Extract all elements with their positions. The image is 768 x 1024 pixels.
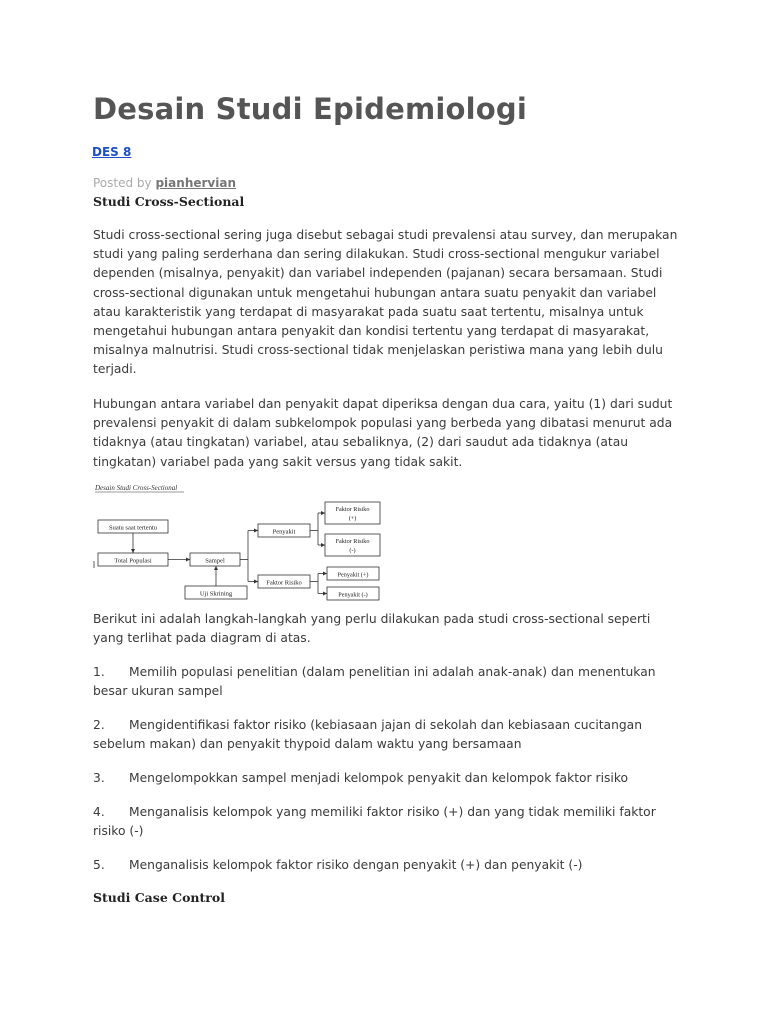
step-number: 1. [93,665,105,679]
step-text: Menganalisis kelompok faktor risiko dengan penyakit (+) dan penyakit (-) [129,858,583,872]
step-item [93,663,683,701]
diagram-caption: Desain Studi Cross-Sectional [95,484,178,492]
svg-text:Faktor Risiko: Faktor Risiko [266,579,302,587]
step-number: 4. [93,805,105,819]
step-text: Mengelompokkan sampel menjadi kelompok penyakit dan kelompok faktor risiko [129,771,629,785]
box-suatu-saat [98,520,168,533]
box-faktor-risiko [258,575,310,588]
svg-text:Penyakit (+): Penyakit (+) [337,571,369,579]
box-total-populasi [98,553,168,566]
post-title: Desain Studi Epidemiologi [93,92,528,126]
paragraph-intro: Studi cross-sectional sering juga disebut sebagai studi prevalensi atau survey, dan merupakan studi yang paling serderhana dan sering dilakukan. Studi cross-sectional mengukur variabel dependen (misalnya, penyakit) dan variabel independen (pajanan) secara bersamaan. Studi cross-sectional digunakan untuk mengetahui hubungan antara suatu penyakit dan variabel atau karakteristik yang terdapat di masyarakat pada suatu saat tertentu, misalnya untuk mengetahui hubungan antara penyakit dan kondisi tertentu yang terdapat di masyarakat, misalnya malnutrisi. Studi cross-sectional tidak menjelaskan peristiwa mana yang lebih dulu terjadi. [93,228,678,377]
svg-text:Faktor Risiko: Faktor Risiko [335,506,370,513]
svg-text:Total Populasi: Total Populasi [114,557,152,565]
box-faktor-risiko-plus [325,502,380,524]
cross-sectional-diagram [90,480,390,605]
svg-text:Suatu saat tertentu: Suatu saat tertentu [108,524,158,532]
post-date-link[interactable]: DES 8 [92,145,132,159]
step-text: Mengidentifikasi faktor risiko (kebiasaan jajan di sekolah dan kebiasaan cucitangan sebelum makan) dan penyakit thypoid dalam waktu yang bersamaan [93,718,643,752]
svg-text:Sampel: Sampel [205,557,225,565]
section-heading-cross-sectional: Studi Cross-Sectional [93,194,245,209]
posted-by-label: Posted by [93,176,152,190]
author-link[interactable]: pianhervian [155,176,236,190]
box-faktor-risiko-minus [325,534,380,556]
svg-text:(-): (-) [349,547,356,554]
step-item [93,716,683,754]
paragraph-steps-intro: Berikut ini adalah langkah-langkah yang perlu dilakukan pada studi cross-sectional seperti yang terlihat pada diagram di atas. [93,612,651,646]
box-sampel [190,553,240,566]
box-penyakit-minus [327,587,379,600]
post-meta [93,176,236,190]
svg-text:(+): (+) [348,515,357,522]
step-item [93,856,683,875]
box-penyakit-plus [327,567,379,580]
step-number: 2. [93,718,105,732]
step-number: 5. [93,858,105,872]
step-item [93,769,683,788]
section-heading-case-control: Studi Case Control [93,890,225,905]
step-item [93,803,683,841]
box-uji-skrining [185,586,247,599]
paragraph-relationship: Hubungan antara variabel dan penyakit dapat diperiksa dengan dua cara, yaitu (1) dari sudut prevalensi penyakit di dalam subkelompok populasi yang berbeda yang dibatasi menurut ada tidaknya (atau tingkatan) variabel, atau sebaliknya, (2) dari saudut ada tidaknya (atau tingkatan) variabel pada yang sakit versus yang tidak sakit. [93,397,673,469]
svg-text:Faktor Risiko: Faktor Risiko [335,538,370,545]
box-penyakit [258,524,310,537]
svg-text:Uji Skrining: Uji Skrining [199,590,233,598]
step-text: Memilih populasi penelitian (dalam penelitian ini adalah anak-anak) dan menentukan besar ukuran sampel [93,665,656,699]
step-number: 3. [93,771,105,785]
svg-text:Penyakit (-): Penyakit (-) [338,591,368,599]
svg-text:Penyakit: Penyakit [272,528,296,536]
step-text: Menganalisis kelompok yang memiliki faktor risiko (+) dan yang tidak memiliki faktor risiko (-) [93,805,656,839]
